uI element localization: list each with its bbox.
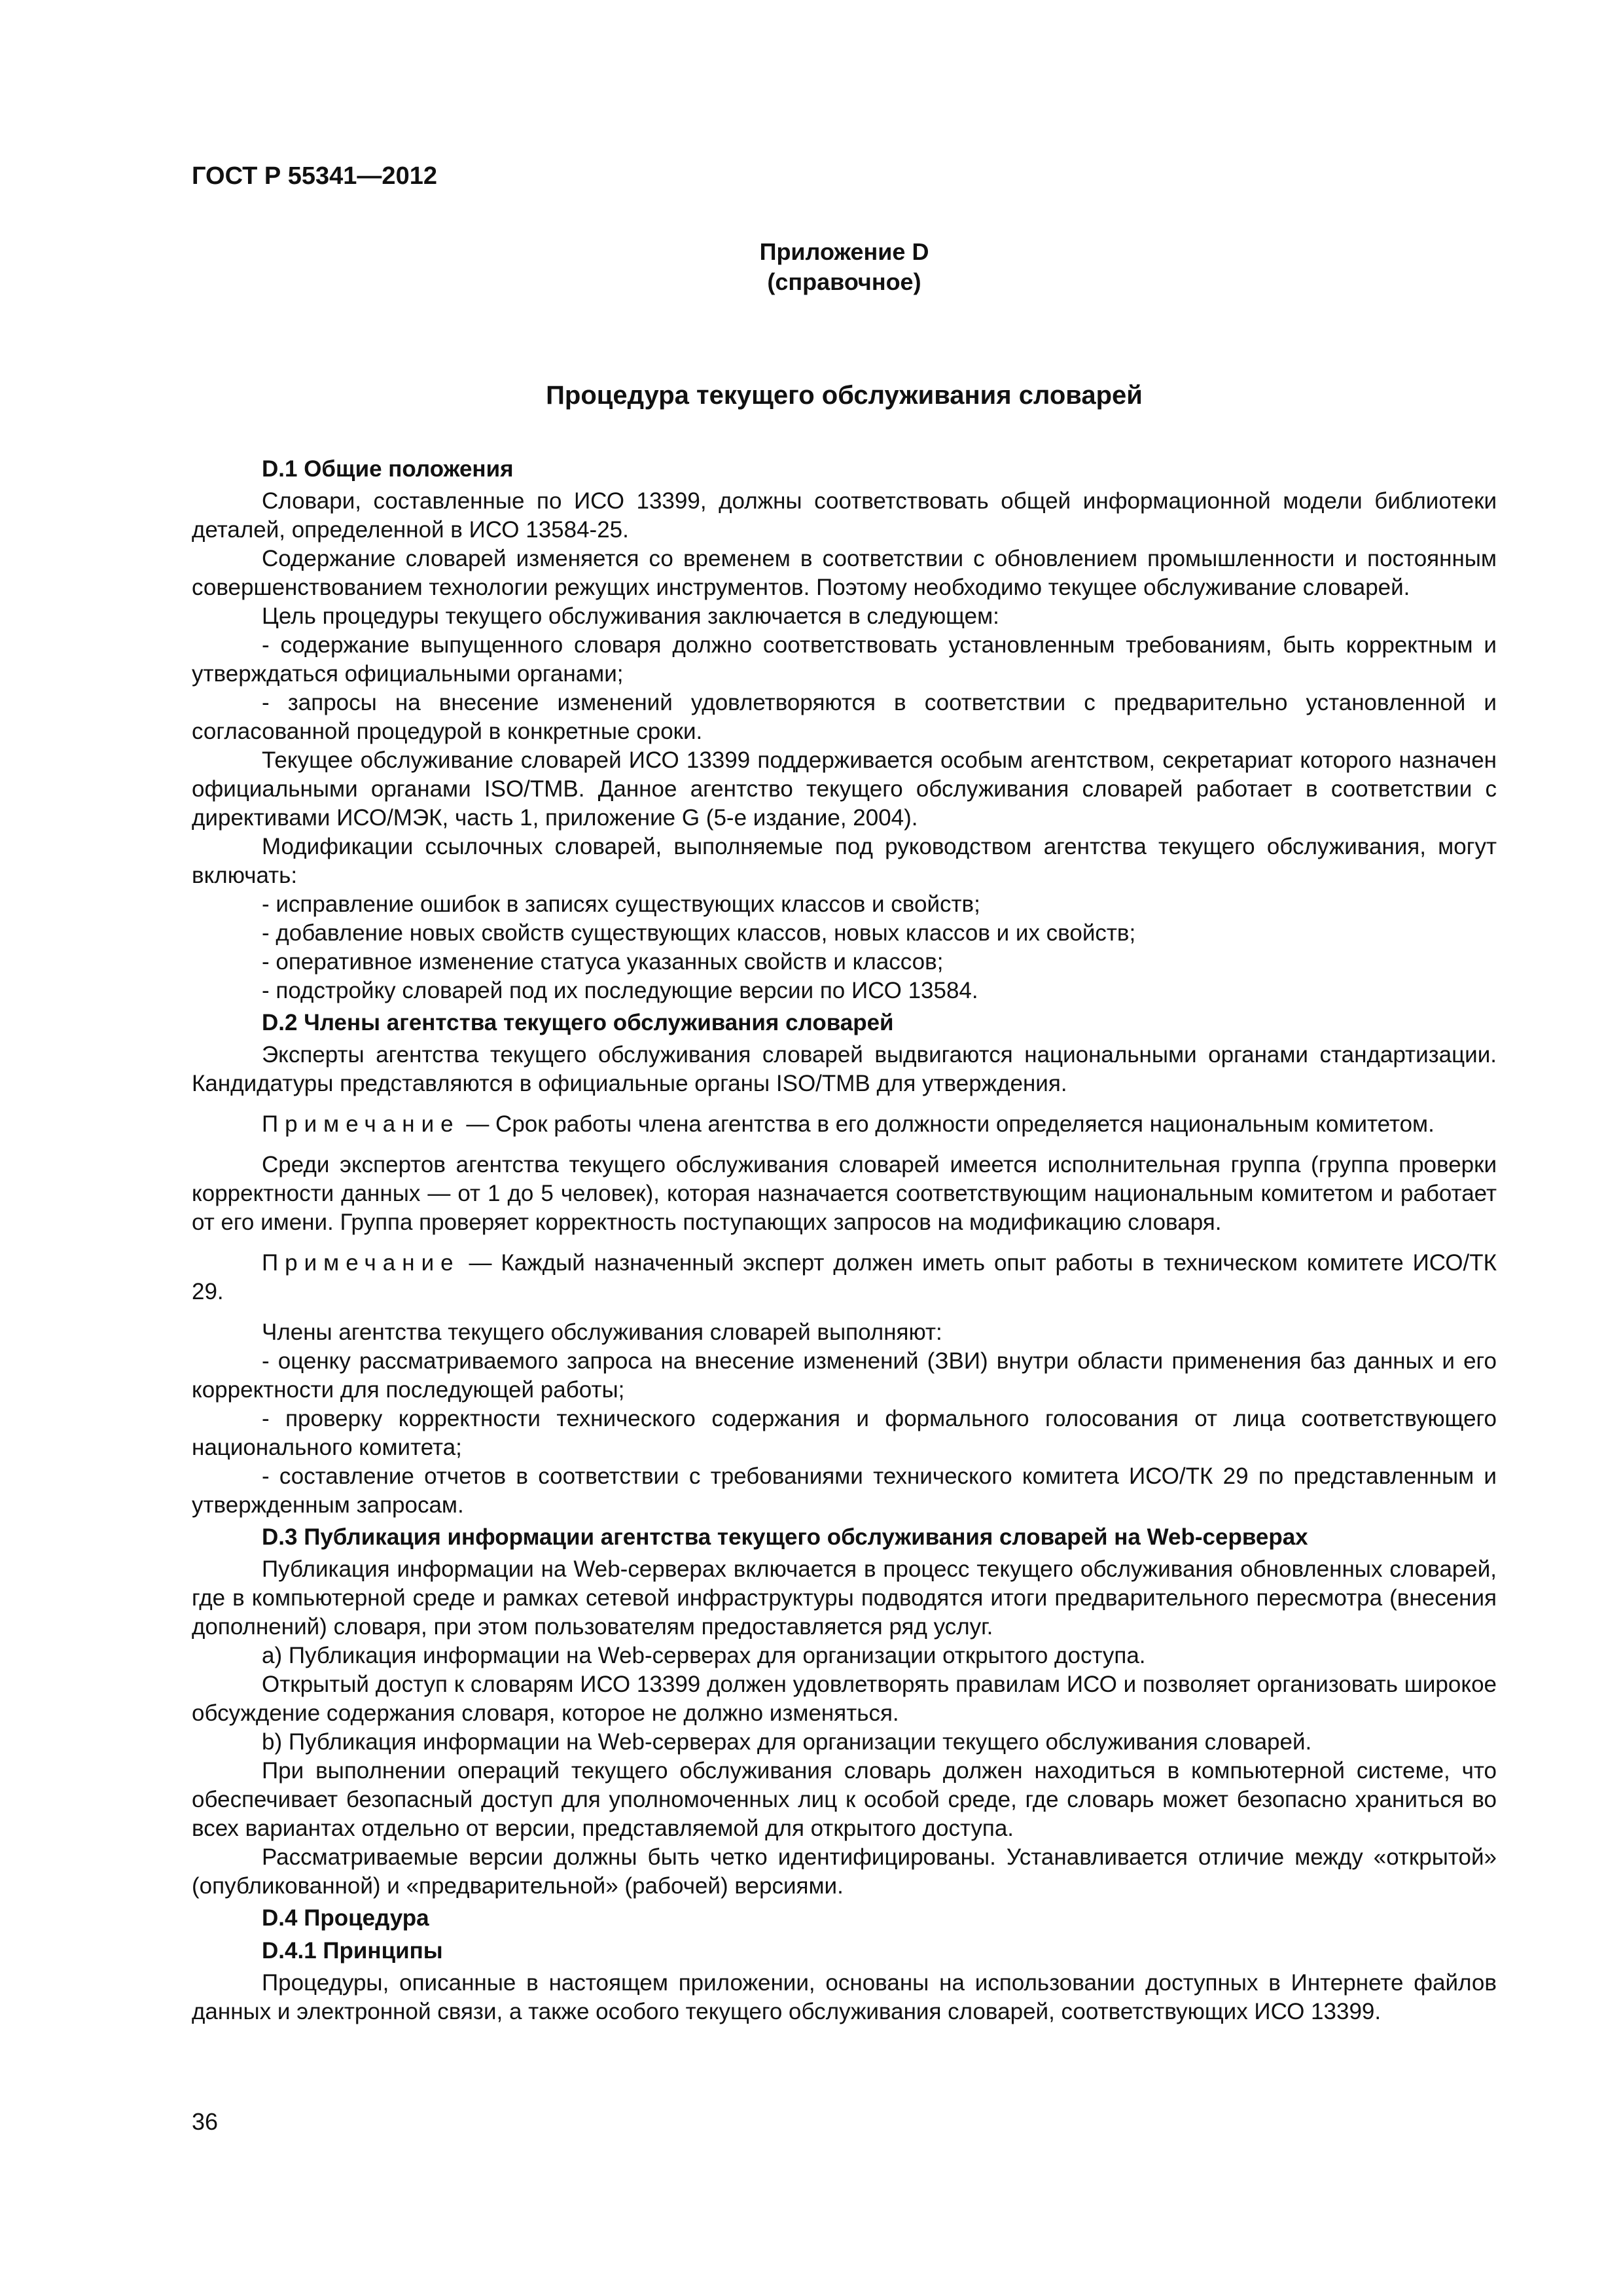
paragraph: При выполнении операций текущего обслуживания словарь должен находиться в компьютерной системе, что обеспечивает безопасный доступ для уполномоченных лиц к особой среде, где словарь может безопасно храниться во всех вариантах отдельно от версии, представляемой для открытого доступа. — [192, 1758, 1497, 1841]
annex-status: (справочное) — [767, 268, 921, 295]
list-item: - оперативное изменение статуса указанных свойств и классов; — [262, 949, 944, 975]
paragraph: Цель процедуры текущего обслуживания заключается в следующем: — [262, 603, 999, 629]
paragraph: Процедуры, описанные в настоящем приложении, основаны на использовании доступных в Интернете файлов данных и электронной связи, а также особого текущего обслуживания словарей, соответствующих ИСО 13399. — [192, 1970, 1497, 2024]
list-item-a: а) Публикация информации на Web-серверах для организации открытого доступа. — [262, 1643, 1146, 1668]
dash-item: - проверку корректности технического содержания и формального голосования от лица соответствующего национального комитета; — [192, 1406, 1497, 1460]
note-text: — Каждый назначенный эксперт должен иметь опыт работы в техническом комитете ИСО/ТК 29. — [192, 1250, 1497, 1304]
note-label: Примечание — [262, 1111, 460, 1137]
paragraph: Содержание словарей изменяется со временем в соответствии с обновлением промышленности и постоянным совершенствованием технологии режущих инструментов. Поэтому необходимо текущее обслуживание словарей. — [192, 546, 1497, 600]
note — [192, 1110, 1497, 1139]
list-item: - подстройку словарей под их последующие версии по ИСО 13584. — [262, 978, 978, 1003]
paragraph: Среди экспертов агентства текущего обслуживания словарей имеется исполнительная группа (группа проверки корректности данных — от 1 до 5 человек), которая назначается соответствующим национальным комитетом и работает от его имени. Группа проверяет корректность поступающих запросов на модификацию словаря. — [192, 1152, 1497, 1235]
dash-item: - содержание выпущенного словаря должно соответствовать установленным требованиям, быть корректным и утверждаться официальными органами; — [192, 632, 1497, 687]
paragraph: Публикация информации на Web-серверах включается в процесс текущего обслуживания обновленных словарей, где в компьютерной среде и рамках сетевой инфраструктуры подводятся итоги предварительного пересмотра (внесения дополнений) словаря, при этом пользователям предоставляется ряд услуг. — [192, 1556, 1497, 1640]
page-number: 36 — [192, 2108, 219, 2135]
main-title: Процедура текущего обслуживания словарей — [546, 381, 1143, 410]
section-heading-d3: D.3 Публикация информации агентства текущего обслуживания словарей на Web-серверах — [262, 1524, 1308, 1550]
annex-header — [576, 237, 1113, 297]
dash-item: - составление отчетов в соответствии с требованиями технического комитета ИСО/ТК 29 по представленным и утвержденным запросам. — [192, 1463, 1497, 1518]
paragraph: Модификации ссылочных словарей, выполняемые под руководством агентства текущего обслуживания, могут включать: — [192, 834, 1497, 888]
section-heading-d1: D.1 Общие положения — [262, 456, 514, 482]
document-body — [192, 452, 1497, 2026]
section-heading-d2: D.2 Члены агентства текущего обслуживания словарей — [262, 1010, 894, 1035]
note — [192, 1249, 1497, 1306]
list-item-b: b) Публикация информации на Web-серверах для организации текущего обслуживания словарей. — [262, 1729, 1312, 1755]
list-item: - добавление новых свойств существующих классов, новых классов и их свойств; — [262, 920, 1136, 946]
paragraph: Члены агентства текущего обслуживания словарей выполняют: — [262, 1319, 942, 1345]
note-label: Примечание — [262, 1250, 460, 1276]
paragraph: Текущее обслуживание словарей ИСО 13399 поддерживается особым агентством, секретариат которого назначен официальными органами ISO/TMB. Данное агентство текущего обслуживания словарей работает в соответствии с директивами ИСО/МЭК, часть 1, приложение G (5-е издание, 2004). — [192, 747, 1497, 831]
dash-item: - запросы на внесение изменений удовлетворяются в соответствии с предварительно установленной и согласованной процедурой в конкретные сроки. — [192, 690, 1497, 744]
paragraph: Эксперты агентства текущего обслуживания словарей выдвигаются национальными органами стандартизации. Кандидатуры представляются в официальные органы ISO/TMB для утверждения. — [192, 1042, 1497, 1096]
dash-item: - оценку рассматриваемого запроса на внесение изменений (ЗВИ) внутри области применения баз данных и его корректности для последующей работы; — [192, 1348, 1497, 1403]
paragraph: Словари, составленные по ИСО 13399, должны соответствовать общей информационной модели библиотеки деталей, определенной в ИСО 13584-25. — [192, 488, 1497, 543]
subsection-heading-d4-1: D.4.1 Принципы — [262, 1938, 443, 1964]
annex-title: Приложение D — [759, 238, 929, 265]
paragraph: Рассматриваемые версии должны быть четко идентифицированы. Устанавливается отличие между «открытой» (опубликованной) и «предварительной» (рабочей) версиями. — [192, 1844, 1497, 1899]
paragraph: Открытый доступ к словарям ИСО 13399 должен удовлетворять правилам ИСО и позволяет организовать широкое обсуждение содержания словаря, которое не должно изменяться. — [192, 1672, 1497, 1726]
section-heading-d4: D.4 Процедура — [262, 1905, 429, 1931]
list-item: - исправление ошибок в записях существующих классов и свойств; — [262, 891, 980, 917]
note-text: — Срок работы члена агентства в его должности определяется национальным комитетом. — [459, 1111, 1435, 1137]
document-code: ГОСТ Р 55341—2012 — [192, 162, 437, 190]
